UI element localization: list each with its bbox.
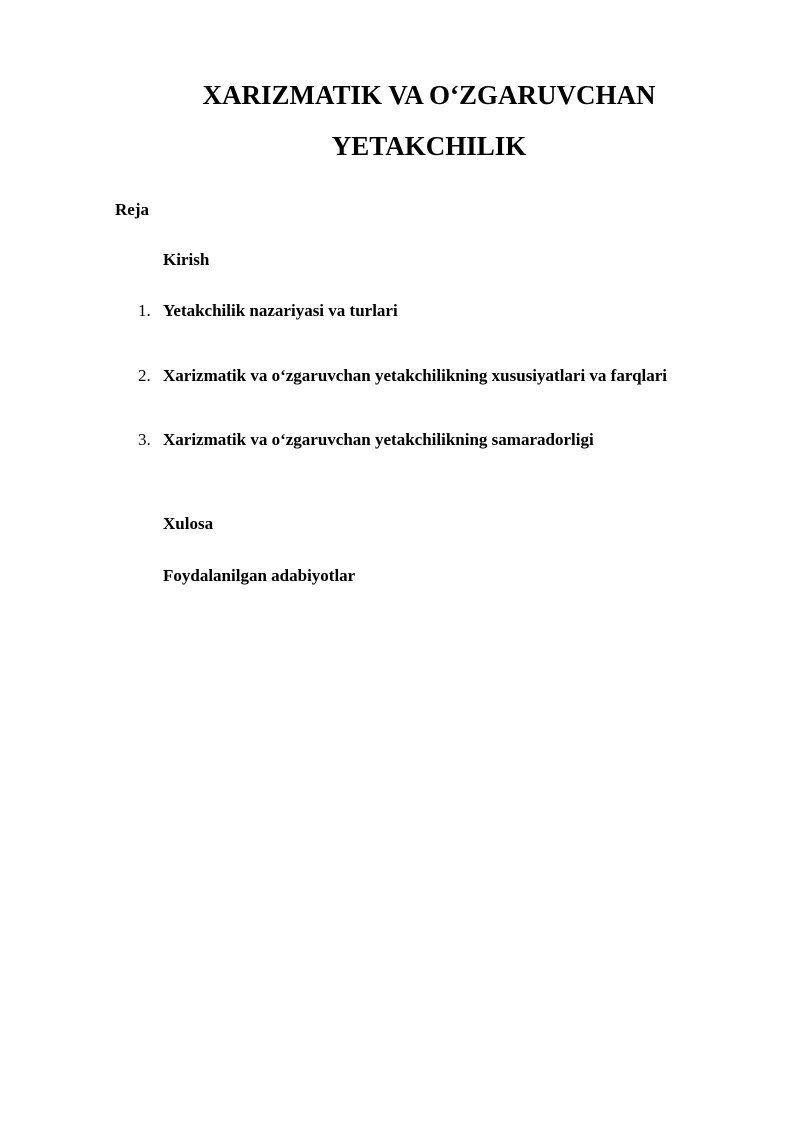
plan-heading: Reja [115, 200, 149, 219]
plan-item-2-number: 2. [138, 366, 151, 385]
plan-item-2-text: Xarizmatik va o‘zgaruvchan yetakchilikning xususiyatlari va farqlari [163, 366, 668, 385]
plan-item-3-text: Xarizmatik va o‘zgaruvchan yetakchilikning samaradorligi [163, 430, 594, 449]
plan-item-1-text: Yetakchilik nazariyasi va turlari [163, 301, 398, 320]
plan-item-references: Foydalanilgan adabiyotlar [163, 566, 356, 585]
plan-item-3-number: 3. [138, 430, 151, 449]
plan-item-conclusion: Xulosa [163, 514, 214, 533]
document-title-line-2: YETAKCHILIK [331, 131, 527, 161]
plan-item-1-number: 1. [138, 301, 151, 320]
plan-item-introduction: Kirish [163, 250, 210, 269]
document-title-line-1: XARIZMATIK VA O‘ZGARUVCHAN [202, 80, 656, 110]
